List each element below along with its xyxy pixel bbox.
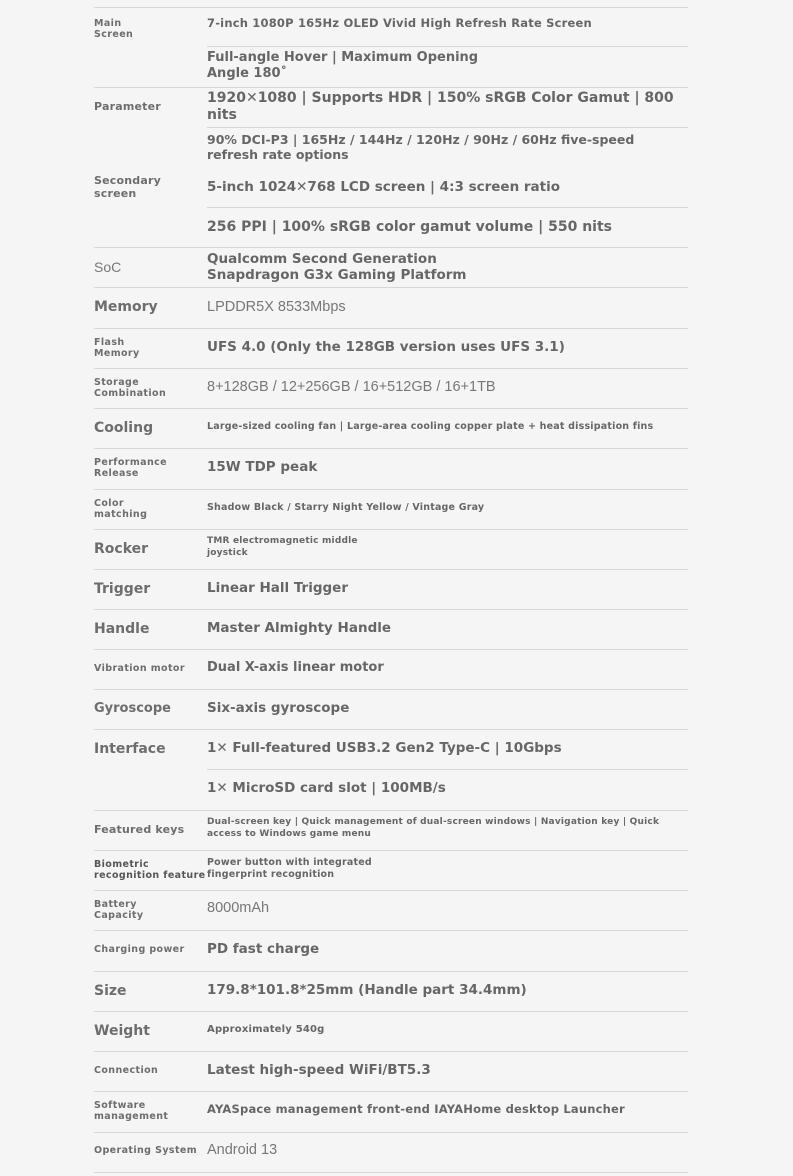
label-text: Storage Combination bbox=[94, 376, 167, 399]
value-storage-combination bbox=[207, 369, 689, 407]
value-text: Full-angle Hover | Maximum Opening Angle 180˚ bbox=[207, 50, 479, 81]
value-operating-system bbox=[207, 1132, 689, 1170]
value-text: 5-inch 1024✕768 LCD screen | 4:3 screen ratio bbox=[207, 178, 561, 195]
value-text: Six-axis gyroscope bbox=[207, 699, 350, 716]
label-text: Performance Release bbox=[94, 456, 167, 479]
value-text: TMR electromagnetic middle joystick bbox=[207, 536, 358, 558]
label-battery-capacity bbox=[94, 891, 202, 929]
value-rocker bbox=[207, 529, 689, 567]
value-text: 15W TDP peak bbox=[207, 458, 318, 475]
value-parameter-2 bbox=[207, 128, 689, 166]
value-text: UFS 4.0 (Only the 128GB version uses UFS 3.1) bbox=[207, 338, 565, 355]
value-trigger bbox=[207, 569, 689, 607]
value-text: 179.8*101.8*25mm (Handle part 34.4mm) bbox=[207, 981, 527, 998]
label-trigger bbox=[94, 570, 202, 608]
label-text: Charging power bbox=[94, 944, 185, 956]
label-text: Software management bbox=[94, 1099, 169, 1122]
label-featured-keys bbox=[94, 811, 202, 849]
value-text: Large-sized cooling fan | Large-area cooling copper plate + heat dissipation fins bbox=[207, 421, 654, 433]
value-charging-power bbox=[207, 930, 689, 968]
value-software-management bbox=[207, 1091, 689, 1129]
value-text: AYASpace management front-end IAYAHome desktop Launcher bbox=[207, 1102, 625, 1117]
value-text: 1920✕1080 | Supports HDR | 150% sRGB Color Gamut | 800 nits bbox=[207, 90, 674, 123]
label-storage-combination bbox=[94, 369, 202, 407]
label-soc bbox=[94, 248, 202, 286]
label-performance-release bbox=[94, 449, 202, 487]
value-soc bbox=[207, 248, 689, 286]
label-software-management bbox=[94, 1092, 202, 1130]
value-text: Android 13 bbox=[207, 1142, 278, 1159]
value-main-screen-1 bbox=[207, 8, 689, 40]
value-text: Master Almighty Handle bbox=[207, 619, 392, 636]
value-text: 8+128GB / 12+256GB / 16+512GB / 16+1TB bbox=[207, 379, 496, 396]
value-memory bbox=[207, 289, 689, 327]
label-text: Featured keys bbox=[94, 822, 185, 836]
value-text: PD fast charge bbox=[207, 940, 320, 957]
label-text: Color matching bbox=[94, 497, 148, 520]
label-text: Cooling bbox=[94, 419, 154, 436]
label-text: Battery Capacity bbox=[94, 898, 144, 921]
value-text: Dual X-axis linear motor bbox=[207, 660, 384, 676]
label-biometric bbox=[94, 851, 206, 889]
value-cooling bbox=[207, 408, 689, 446]
label-main-screen bbox=[94, 12, 202, 46]
label-text: Gyroscope bbox=[94, 701, 171, 717]
value-text: 8000mAh bbox=[207, 900, 270, 917]
label-interface bbox=[94, 730, 202, 768]
value-performance-release bbox=[207, 448, 689, 486]
value-connection bbox=[207, 1051, 689, 1089]
value-text: 256 PPI | 100% sRGB color gamut volume | 550 nits bbox=[207, 218, 613, 235]
value-main-screen-2 bbox=[207, 47, 689, 85]
label-text: Biometric recognition feature bbox=[94, 858, 206, 881]
label-parameter bbox=[94, 88, 202, 126]
value-secondary-screen-1 bbox=[207, 168, 689, 206]
divider bbox=[94, 1172, 688, 1173]
value-color-matching bbox=[207, 489, 689, 527]
label-gyroscope bbox=[94, 690, 202, 728]
label-text: Weight bbox=[94, 1022, 150, 1039]
value-text: 1✕ MicroSD card slot | 100MB/s bbox=[207, 779, 446, 796]
label-text: Rocker bbox=[94, 540, 149, 557]
label-charging-power bbox=[94, 931, 202, 969]
value-text: Qualcomm Second Generation Snapdragon G3x Gaming Platform bbox=[207, 250, 467, 283]
label-handle bbox=[94, 610, 202, 648]
label-memory bbox=[94, 288, 202, 326]
value-biometric bbox=[207, 850, 689, 888]
value-text: 90% DCI-P3 | 165Hz / 144Hz / 120Hz / 90Hz / 60Hz five-speed refresh rate options bbox=[207, 132, 635, 162]
value-text: Approximately 540g bbox=[207, 1024, 325, 1035]
label-text: Handle bbox=[94, 620, 150, 637]
value-text: 7-inch 1080P 165Hz OLED Vivid High Refresh Rate Screen bbox=[207, 16, 592, 31]
label-operating-system bbox=[94, 1132, 206, 1170]
label-text: Interface bbox=[94, 740, 166, 757]
value-text: Shadow Black / Starry Night Yellow / Vintage Gray bbox=[207, 502, 485, 514]
value-text: Linear Hall Trigger bbox=[207, 579, 348, 596]
value-gyroscope bbox=[207, 689, 689, 727]
label-text: Size bbox=[94, 982, 127, 999]
label-text: Flash Memory bbox=[94, 336, 140, 359]
value-flash-memory bbox=[207, 328, 689, 366]
label-text: Connection bbox=[94, 1065, 159, 1077]
label-text: Main Screen bbox=[94, 17, 134, 40]
value-interface-2 bbox=[207, 769, 689, 807]
label-secondary-screen bbox=[94, 168, 202, 208]
value-parameter-1 bbox=[207, 88, 689, 126]
value-secondary-screen-2 bbox=[207, 208, 689, 246]
label-connection bbox=[94, 1052, 202, 1090]
value-text: Dual-screen key | Quick management of dual-screen windows | Navigation key | Quick access to Windows game menu bbox=[207, 817, 660, 839]
label-text: Trigger bbox=[94, 580, 151, 597]
value-text: LPDDR5X 8533Mbps bbox=[207, 299, 346, 316]
value-text: Latest high-speed WiFi/BT5.3 bbox=[207, 1061, 431, 1078]
label-text: Memory bbox=[94, 298, 158, 315]
value-interface-1 bbox=[207, 729, 689, 767]
value-text: 1✕ Full-featured USB3.2 Gen2 Type-C | 10Gbps bbox=[207, 739, 562, 756]
label-text: Parameter bbox=[94, 99, 161, 113]
label-size bbox=[94, 972, 202, 1010]
value-featured-keys bbox=[207, 810, 677, 848]
value-handle bbox=[207, 609, 689, 647]
label-text: Secondary screen bbox=[94, 174, 161, 200]
label-text: SoC bbox=[94, 258, 122, 275]
label-text: Operating System bbox=[94, 1145, 198, 1157]
value-battery-capacity bbox=[207, 890, 689, 928]
label-rocker bbox=[94, 530, 202, 568]
label-vibration-motor bbox=[94, 650, 206, 688]
label-cooling bbox=[94, 409, 202, 447]
value-size bbox=[207, 971, 689, 1009]
label-text: Vibration motor bbox=[94, 663, 185, 675]
label-weight bbox=[94, 1012, 202, 1050]
value-text: Power button with integrated fingerprint recognition bbox=[207, 856, 372, 880]
value-weight bbox=[207, 1011, 689, 1049]
label-color-matching bbox=[94, 490, 202, 528]
value-vibration-motor bbox=[207, 649, 689, 687]
label-flash-memory bbox=[94, 329, 202, 367]
